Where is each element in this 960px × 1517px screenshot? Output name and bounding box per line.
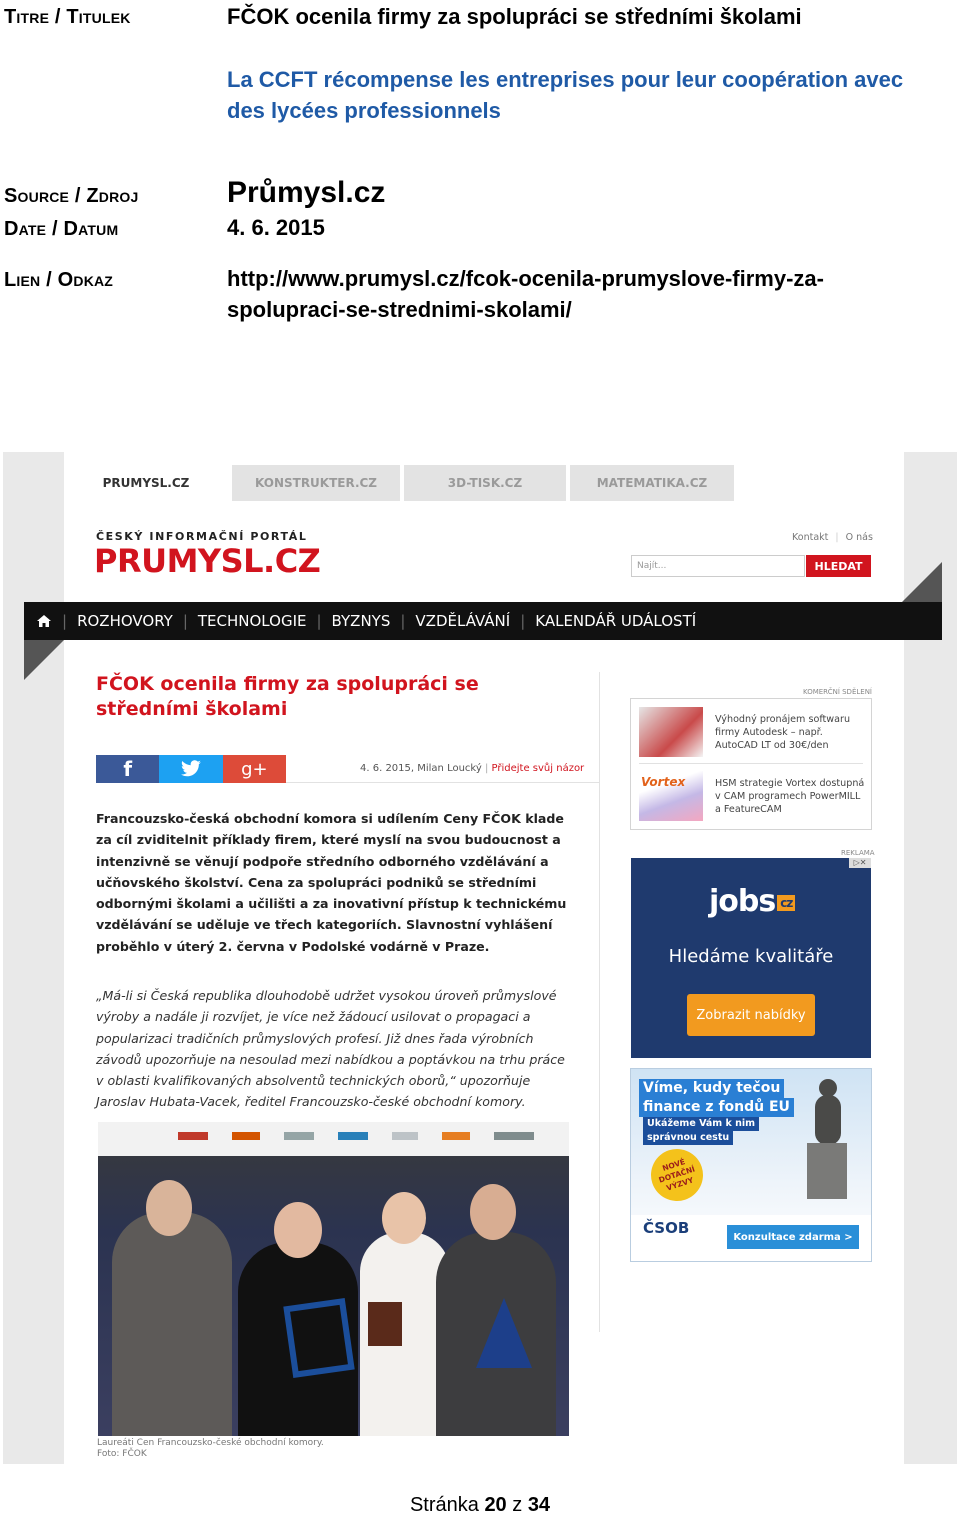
caption-credit: Foto: FČOK bbox=[97, 1449, 147, 1459]
page-word: Stránka bbox=[409, 1494, 479, 1516]
tab-prumysl[interactable]: PRUMYSL.CZ bbox=[64, 465, 228, 501]
link-value-2[interactable]: spolupraci-se-strednimi-skolami/ bbox=[227, 297, 572, 322]
page-total: 34 bbox=[527, 1494, 551, 1516]
csob-logo: ČSOB bbox=[643, 1219, 690, 1237]
page-current: 20 bbox=[484, 1494, 507, 1516]
trophy-brown bbox=[368, 1302, 402, 1346]
title-label: Titre / Titulek bbox=[4, 6, 131, 28]
trophy-triangle bbox=[476, 1298, 532, 1368]
facebook-icon[interactable]: f bbox=[96, 755, 159, 783]
csob-line-1: Víme, kudy tečou bbox=[639, 1079, 784, 1098]
vortex-logo: Vortex bbox=[641, 775, 686, 789]
article-lead: Francouzsko-česká obchodní komora si udílením Ceny FČOK klade za cíl zviditelnit příklady firem, které myslí na svou budoucnost a intenzivně se věnují podpoře středního odborného vzdělávání a učňovského školství. Cena za spolupráci podniků se středními odbornými školami a učilišti a za inovativní přístup k technickému vzdělávání se uděluje ve třech kategoriích. Slavnostní vyhlášení proběhlo v úterý 2. června v Podolské vodárně v Praze. bbox=[96, 811, 567, 954]
jobs-button[interactable]: Zobrazit nabídky bbox=[687, 994, 815, 1036]
google-plus-icon[interactable]: g+ bbox=[223, 755, 286, 783]
logo-tagline: ČESKÝ INFORMAČNÍ PORTÁL bbox=[96, 530, 308, 543]
tab-3d-tisk[interactable]: 3D-TISK.CZ bbox=[404, 465, 566, 501]
csob-button[interactable]: Konzultace zdarma > bbox=[727, 1225, 859, 1249]
person-1 bbox=[112, 1212, 232, 1436]
promo-1-text[interactable]: Výhodný pronájem softwaru firmy Autodesk – např. AutoCAD LT od 30€/den bbox=[715, 714, 851, 751]
jobs-logo bbox=[709, 884, 795, 919]
twitter-icon[interactable] bbox=[159, 755, 222, 783]
csob-sub-2: správnou cestu bbox=[643, 1131, 733, 1145]
date-label: Date / Datum bbox=[4, 218, 119, 240]
nav-fold-right bbox=[902, 562, 942, 602]
link-label: Lien / Odkaz bbox=[4, 269, 114, 291]
csob-badge: NOVÉ DOTAČNÍ VÝZVY bbox=[644, 1142, 710, 1208]
meta-date-author: 4. 6. 2015, Milan Loucký bbox=[360, 763, 482, 774]
about-link[interactable]: O nás bbox=[845, 532, 873, 543]
sponsor-logos bbox=[178, 1132, 538, 1142]
contact-link[interactable]: Kontakt bbox=[792, 532, 829, 543]
title-fr: La CCFT récompense les entreprises pour leur coopération avec des lycées professionnels bbox=[227, 67, 904, 123]
promo-divider bbox=[639, 763, 863, 764]
search-input[interactable] bbox=[631, 555, 805, 577]
commercial-box bbox=[630, 698, 872, 830]
share-bar bbox=[96, 755, 286, 783]
source-value: Průmysl.cz bbox=[227, 176, 386, 209]
photo-caption bbox=[97, 1438, 324, 1460]
promo-1-image[interactable] bbox=[639, 707, 703, 757]
csob-ad[interactable] bbox=[630, 1068, 872, 1262]
search-button[interactable]: HLEDAT bbox=[806, 555, 871, 577]
jobs-ad[interactable] bbox=[631, 858, 871, 1058]
site-logo[interactable]: PRUMYSL.CZ bbox=[94, 542, 321, 580]
csob-line-2: finance z fondů EU bbox=[639, 1098, 794, 1117]
page-number bbox=[0, 1494, 960, 1517]
nav-byznys[interactable]: BYZNYS bbox=[331, 612, 391, 630]
nav-technologie[interactable]: TECHNOLOGIE bbox=[197, 612, 307, 630]
csob-sub-1: Ukážeme Vám k nim bbox=[643, 1117, 759, 1131]
home-icon[interactable] bbox=[36, 613, 52, 629]
promo-2-image[interactable] bbox=[639, 771, 703, 821]
share-line bbox=[286, 782, 599, 783]
page-of: z bbox=[512, 1494, 523, 1516]
search-placeholder: Najít... bbox=[637, 561, 667, 571]
promo-2-text[interactable]: HSM strategie Vortex dostupná v CAM programech PowerMILL a FeatureCAM bbox=[715, 778, 865, 815]
article-meta: 4. 6. 2015, Milan Loucký | Přidejte svůj názor bbox=[360, 763, 585, 774]
nav-rozhovory[interactable]: ROZHOVORY bbox=[77, 612, 173, 630]
comment-link[interactable]: Přidejte svůj názor bbox=[491, 763, 585, 774]
article-quote: „Má-li si Česká republika dlouhodobě udržet vysokou úroveň průmyslové výroby a nadále ji rozvíjet, je více než žádoucí usilovat o propagaci a popularizaci tradičních průmyslových profesí. Již dnes řada výrobních závodů upozorňuje na nesoulad mezi nabídkou a poptávkou na trhu práce v oblasti kvalifikovaných absolventů technických oborů,“ upozorňuje Jaroslav Hubata-Vacek, ředitel Francouzsko-české obchodní komory. bbox=[96, 988, 565, 1110]
laureates-photo bbox=[98, 1122, 569, 1436]
caption-text: Laureáti Cen Francouzsko-české obchodní komory. bbox=[97, 1438, 324, 1448]
date-value: 4. 6. 2015 bbox=[227, 215, 325, 240]
person-3-head bbox=[382, 1192, 426, 1244]
ad-label: REKLAMA bbox=[841, 849, 875, 857]
jobs-headline: Hledáme kvalitáře bbox=[668, 946, 834, 967]
tab-konstrukter[interactable]: KONSTRUKTER.CZ bbox=[232, 465, 400, 501]
jobs-logo-suffix: cz bbox=[777, 895, 795, 911]
article-headline: FČOK ocenila firmy za spolupráci se středními školami bbox=[96, 673, 479, 720]
trophy-blue bbox=[283, 1298, 354, 1378]
nav-fold-left bbox=[24, 640, 64, 680]
source-label: Source / Zdroj bbox=[4, 185, 139, 207]
commercial-label: KOMERČNÍ SDĚLENÍ bbox=[803, 688, 872, 696]
link-value-1[interactable]: http://www.prumysl.cz/fcok-ocenila-prumyslove-firmy-za- bbox=[227, 266, 824, 291]
nav-vzdelavani[interactable]: VZDĚLÁVÁNÍ bbox=[415, 612, 511, 630]
person-4-head bbox=[470, 1184, 516, 1240]
jobs-logo-text: jobs bbox=[709, 884, 776, 919]
column-divider bbox=[599, 672, 600, 1332]
nav-kalendar[interactable]: KALENDÁŘ UDÁLOSTÍ bbox=[535, 612, 697, 630]
tab-matematika[interactable]: MATEMATIKA.CZ bbox=[570, 465, 734, 501]
person-1-head bbox=[146, 1180, 192, 1236]
person-2-head bbox=[274, 1202, 322, 1258]
statue-image bbox=[807, 1079, 847, 1199]
website-screenshot: PRUMYSL.CZ KONSTRUKTER.CZ 3D-TISK.CZ MATEMATIKA.CZ ČESKÝ INFORMAČNÍ PORTÁL PRUMYSL.CZ Kontakt | O nás Najít... HLEDAT | ROZHOVORY | TECHNOLOGIE | BYZNYS | VZDĚLÁVÁNÍ | KALENDÁŘ UDÁLOSTÍ FČOK ocenila firmy za spolupráci se středními školami f g+ 4. 6. 2015, Milan Loucký | Přidejte svůj názor Francouzsko-česká obchodní komora si udílením Ceny FČOK klade za cíl zviditelnit příklady firem, které myslí na svou budoucnost a intenzivně se věnují podpoře středního odborného vzdělávání a učňovského školství. Cena za spolupráci podniků se středními odbornými školami a učilišti a za inovativní přístup k technickému vzdělávání se uděluje ve třech kategoriích. Slavnostní vyhlášení proběhlo v úterý 2. června v Podolské vodárně v Praze. „Má-li si Česká republika dlouhodobě udržet vysokou úroveň průmyslové výroby a nadále ji rozvíjet, je více než žádoucí usilovat o propagaci a popularizaci tradičních průmyslových profesí. Již dnes řada výrobních závodů upozorňuje na nesoulad mezi nabídkou a poptávkou na trhu práce v oblasti kvalifikovaných absolventů technických oborů,“ upozorňuje Jaroslav Hubata-Vacek, ředitel Francouzsko-české obchodní komory. Laureáti Cen Francouzsko-české obchodní komory. Foto: FČOK KOMERČNÍ SDĚLENÍ Výhodný pronájem softwaru firmy Autodesk – např. AutoCAD LT od 30€/den Vortex HSM strategie Vortex dostupná v CAM programech PowerMILL a FeatureCAM REKLAMA ▷✕ jobs cz Hledáme kvalitáře Zobrazit nabídky Víme, kudy tečou finance z fondů EU Ukážeme Vám k nim správnou cestu NOVÉ DOTAČNÍ VÝZVY ČSOB Konzultace zdarma > bbox=[3, 452, 957, 1464]
ad-close-icon[interactable]: ▷✕ bbox=[849, 858, 871, 868]
main-nav: | ROZHOVORY | TECHNOLOGIE | BYZNYS | VZDĚLÁVÁNÍ | KALENDÁŘ UDÁLOSTÍ bbox=[24, 602, 942, 640]
title-cz: FČOK ocenila firmy za spolupráci se středními školami bbox=[227, 4, 802, 29]
